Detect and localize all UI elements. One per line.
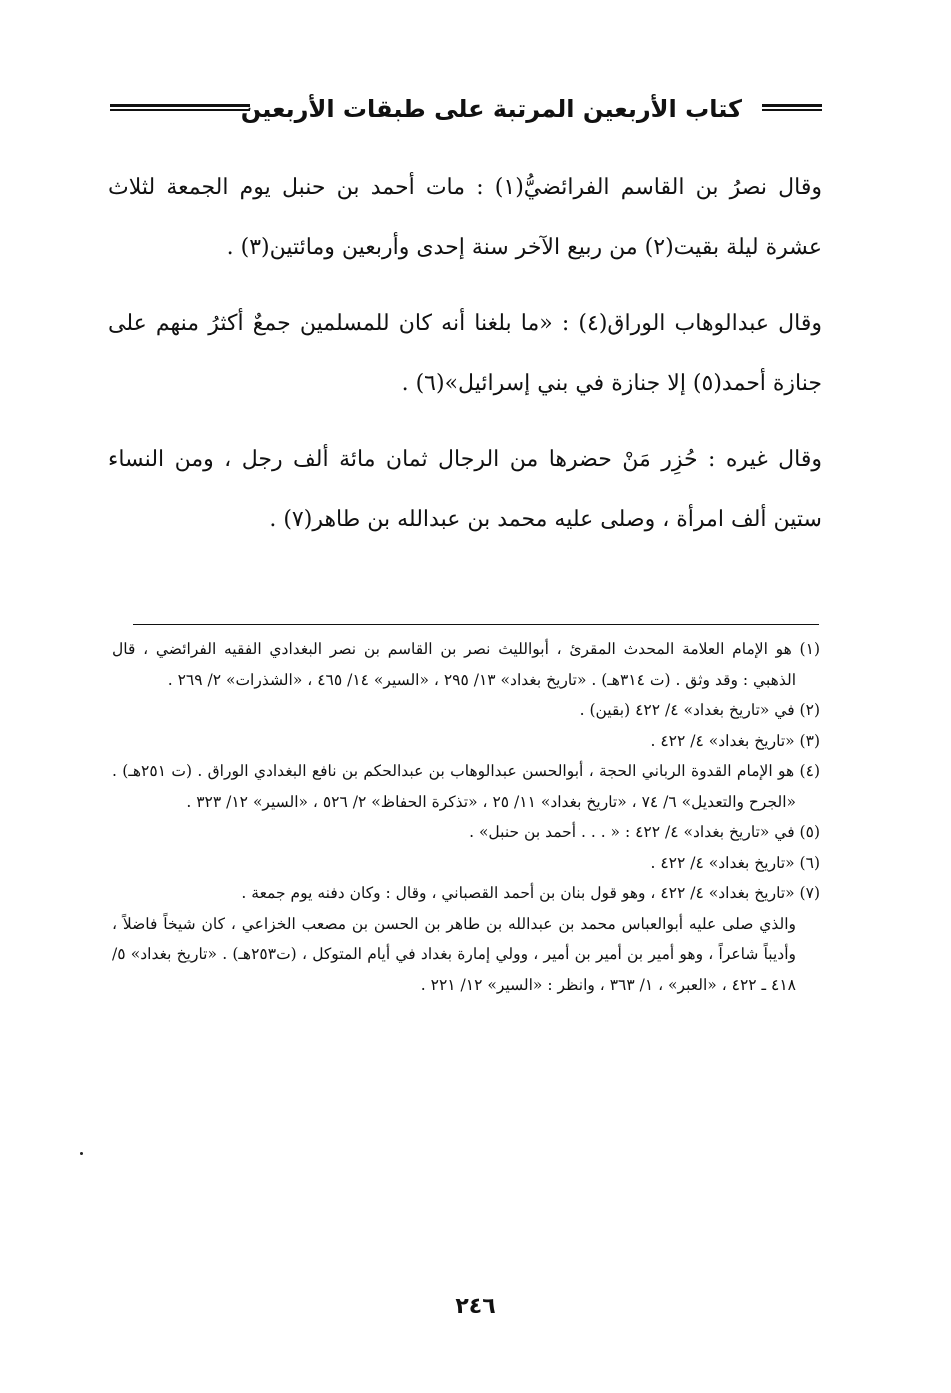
- footnote-3: (٣) «تاريخ بغداد» ٤/ ٤٢٢ .: [650, 731, 820, 750]
- footnotes: [112, 634, 820, 1000]
- paragraph-attendance: وقال غيره : حُزِر مَنْ حضرها من الرجال ثمان مائة ألف رجل ، ومن النساء ستين ألف امرأة ، وصلى عليه محمد بن عبدالله بن طاهر(٧) .: [108, 447, 822, 532]
- footnote-4: (٤) هو الإمام القدوة الرباني الحجة ، أبوالحسن عبدالوهاب بن عبدالحكم بن نافع البغدادي الوراق . (ت ٢٥١هـ) . «الجرح والتعديل» ٦/ ٧٤ ، «تاريخ بغداد» ١١/ ٢٥ ، «تذكرة الحفاظ» ٢/ ٥٢٦ ، «السير» ١٢/ ٣٢٣ .: [112, 762, 820, 811]
- footnote-7: (٧) «تاريخ بغداد» ٤/ ٤٢٢ ، وهو قول بنان بن أحمد القصباني ، وقال : وكان دفنه يوم جمعة .: [241, 884, 820, 902]
- header-rule-left: [110, 104, 250, 111]
- header-rule-right: [762, 104, 822, 111]
- footnote-1: (١) هو الإمام العلامة المحدث المقرئ ، أبوالليث نصر بن القاسم بن نصر البغدادي الفقيه الفرائضي ، قال الذهبي : وقد وثق . (ت ٣١٤هـ) . «تاريخ بغداد» ١٣/ ٢٩٥ ، «السير» ١٤/ ٤٦٥ ، «الشذرات» ٢/ ٢٦٩ .: [112, 640, 820, 689]
- paragraph-funeral-crowd: وقال عبدالوهاب الوراق(٤) : «ما بلغنا أنه كان للمسلمين جمعٌ أكثرُ منهم على جنازة أحمد(٥) إلا جنازة في بني إسرائيل»(٦) .: [108, 311, 822, 396]
- paragraph-death-date: وقال نصرُ بن القاسم الفرائضيُّ(١) : مات أحمد بن حنبل يوم الجمعة لثلاث عشرة ليلة بقيت(٢) من ربيع الآخر سنة إحدى وأربعين ومائتين(٣) .: [108, 175, 822, 260]
- scan-speck: [80, 1152, 83, 1155]
- footnote-6: (٦) «تاريخ بغداد» ٤/ ٤٢٢ .: [650, 853, 820, 872]
- footnote-separator: [133, 624, 819, 625]
- footnote-2: (٢) في «تاريخ بغداد» ٤/ ٤٢٢ (بقين) .: [579, 701, 820, 719]
- page-number: ٢٤٦: [455, 1294, 496, 1319]
- running-header: [110, 92, 822, 132]
- main-text: [108, 158, 822, 566]
- header-title: كتاب الأربعين المرتبة على طبقات الأربعين: [240, 95, 742, 123]
- footnote-5: (٥) في «تاريخ بغداد» ٤/ ٤٢٢ : « . . . أحمد بن حنبل» .: [469, 823, 820, 841]
- footnote-7-continuation: والذي صلى عليه أبوالعباس محمد بن عبدالله بن طاهر بن الحسن بن مصعب الخزاعي ، كان شيخاً فاضلاً ، وأديباً شاعراً ، وهو أمير بن أمير بن أمير ، وولي إمارة بغداد في أيام المتوكل ، (ت٢٥٣هـ) . «تاريخ بغداد» ٥/ ٤١٨ ـ ٤٢٢ ، «العبر» ، ١/ ٣٦٣ ، وانظر : «السير» ١٢/ ٢٢١ .: [112, 914, 796, 994]
